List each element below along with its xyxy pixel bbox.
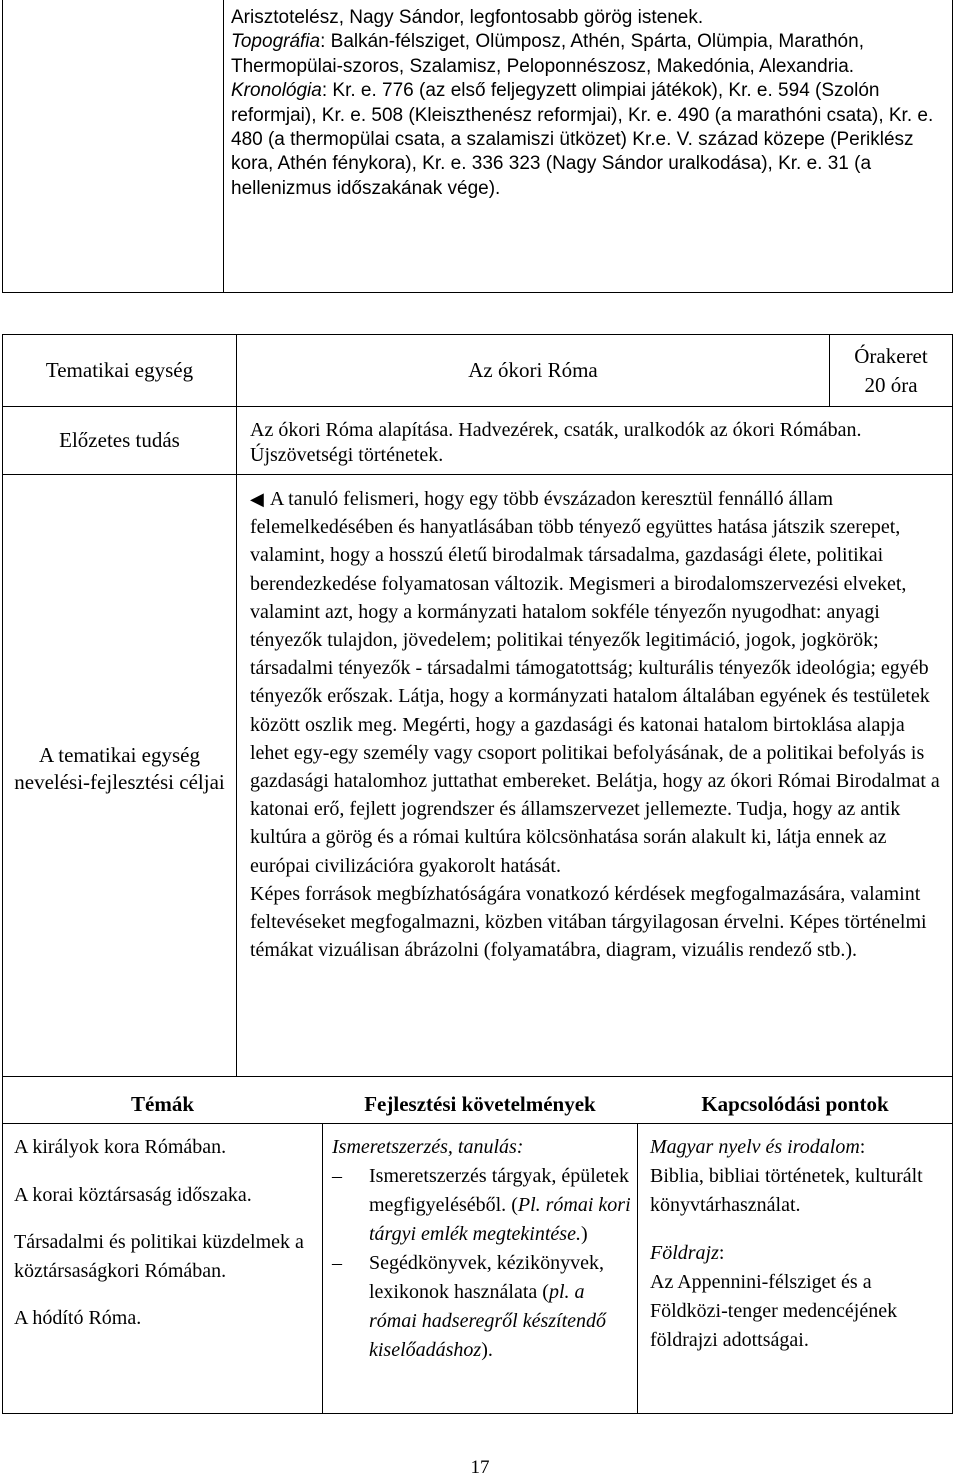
chronology-label: Kronológia bbox=[231, 80, 322, 102]
geography-text: Az Appennini-félsziget és a Földközi-tenger medencéjének földrajzi adottságai. bbox=[650, 1271, 898, 1351]
goals-para-1-text: A tanuló felismeri, hogy egy több évszázadon keresztül fennálló állam felemelkedésében és hanyatlásában több tényező együttes hatása játszik szerepet, valamint, hogy a hosszú életű birodalmak társadalma, gazdasági élete, politikai berendezkedése folyamatosan változik. Megismeri a birodalomszervezési elveket, valamint azt, hogy a kormányzati hatalom sokféle tényezőn nyugodhat: anyagi tényezők tulajdon, jövedelem; politikai tényezők legitimáció, jogok, jogkörök; társadalmi tényezők - társadalmi támogatottság; kulturális tényezők ideológia; egyéb tényezők erőszak. Látja, hogy a kormányzati hatalom általában egyének és testületek között oszlik meg. Megérti, hogy a gazdasági és katonai hatalom birtoklása alapja lehet egy-egy személy vagy csoport politikai befolyásának, de a politikai befolyás is gazdasági hatalomhoz juttathat embereket. Belátja, hogy az ókori Római Birodalmat a katonai erő, fejlett jogrendszer és államszervezet jellemezte. Tudja, hogy az antik kultúra a görög és a római kultúra kölcsönhatása során alakult ki, látja ennek az európai civilizációra gyakorolt hatását. bbox=[250, 488, 940, 877]
literature-colon: : bbox=[859, 1136, 866, 1158]
chronology-paragraph bbox=[231, 79, 947, 201]
topography-text: : Balkán-félsziget, Olümposz, Athén, Spárta, Olümpia, Marathón, Thermopülai-szoros, Szalamisz, Peloponnészosz, Makedónia, Alexandria. bbox=[231, 31, 864, 77]
prior-label: Előzetes tudás bbox=[59, 428, 180, 452]
geography-colon: : bbox=[718, 1242, 725, 1264]
hours-label: Órakeret bbox=[854, 344, 928, 368]
geography-label: Földrajz bbox=[650, 1242, 719, 1264]
requirement-1-text: Ismeretszerzés tárgyak, épületek megfigyeléséből. bbox=[369, 1165, 630, 1216]
requirement-2-close: ). bbox=[481, 1339, 493, 1361]
prior-text: Az ókori Róma alapítása. Hadvezérek, csaták, uralkodók az ókori Rómában. Újszövetségi történetek. bbox=[250, 419, 862, 466]
literature-text: Biblia, bibliai történetek, kulturált könyvtárhasználat. bbox=[650, 1165, 923, 1216]
topic-item: A hódító Róma. bbox=[14, 1307, 142, 1329]
triangle-left-icon: ◀ bbox=[250, 489, 264, 509]
requirement-1-paren-open: ( bbox=[511, 1194, 518, 1216]
topics-list bbox=[14, 1133, 316, 1333]
topic-item: A korai köztársaság időszaka. bbox=[14, 1183, 252, 1206]
requirement-1-italic: Pl. római kori tárgyi emlék megtekintése. bbox=[369, 1194, 631, 1245]
goals-label: A tematikai egység nevelési-fejlesztési céljai bbox=[14, 743, 225, 794]
requirement-2-italic: pl. a római hadseregről készítendő kiselőadáshoz bbox=[369, 1281, 607, 1361]
top-section-text bbox=[231, 6, 947, 201]
topic-item: Társadalmi és politikai küzdelmek a köztársaságkori Rómában. bbox=[14, 1231, 304, 1282]
goals-paragraph-1 bbox=[250, 485, 942, 880]
requirement-2-text: Segédkönyvek, kézikönyvek, lexikonok használata ( bbox=[369, 1252, 604, 1303]
requirement-item-1 bbox=[332, 1162, 632, 1249]
unit-title: Az ókori Róma bbox=[468, 358, 598, 382]
topography-label: Topográfia bbox=[231, 31, 321, 53]
col-header-connections: Kapcsolódási pontok bbox=[701, 1092, 889, 1116]
requirements-cell bbox=[332, 1133, 632, 1365]
goals-text bbox=[250, 485, 942, 964]
unit-label: Tematikai egység bbox=[45, 358, 194, 382]
col-header-topics: Témák bbox=[131, 1092, 194, 1116]
requirements-heading: Ismeretszerzés, tanulás: bbox=[332, 1136, 524, 1158]
dash-icon: – bbox=[332, 1165, 342, 1187]
goals-paragraph-2: Képes források megbízhatóságára vonatkozó kérdések megfogalmazására, valamint feltevéseket megfogalmazni, közben vitában tárgyilagosan érvelni. Képes történelmi témákat vizuálisan ábrázolni (folyamatábra, diagram, vizuális rendező stb.). bbox=[250, 882, 927, 962]
top-line-1: Arisztotelész, Nagy Sándor, legfontosabb görög istenek. bbox=[231, 7, 704, 28]
chronology-text: : Kr. e. 776 (az első feljegyzett olimpiai játékok), Kr. e. 594 (Szolón reformjai), Kr. e. 508 (Kleiszthenész reformjai), Kr. e. 490 (a marathóni csata), Kr. e. 480 (a thermopülai csata, a szalamiszi ütközet) Kr.e. V. század közepe (Periklész kora, Athén fénykora), Kr. e. 336 323 (Nagy Sándor uralkodása), Kr. e. 31 (a hellenizmus időszakának vége). bbox=[231, 80, 934, 199]
connection-geography bbox=[650, 1239, 946, 1268]
dash-icon: – bbox=[332, 1252, 342, 1274]
hours-value: 20 óra bbox=[864, 373, 918, 397]
connection-literature bbox=[650, 1133, 946, 1162]
requirement-item-2 bbox=[332, 1249, 632, 1365]
connections-cell bbox=[650, 1133, 946, 1355]
topic-item: A királyok kora Rómában. bbox=[14, 1136, 227, 1158]
col-header-requirements: Fejlesztési követelmények bbox=[364, 1092, 596, 1116]
page-number: 17 bbox=[470, 1457, 490, 1478]
requirement-1-paren-close: ) bbox=[580, 1223, 588, 1245]
topography-paragraph bbox=[231, 30, 947, 79]
literature-label: Magyar nyelv és irodalom bbox=[650, 1136, 860, 1158]
hours-box bbox=[830, 342, 952, 400]
